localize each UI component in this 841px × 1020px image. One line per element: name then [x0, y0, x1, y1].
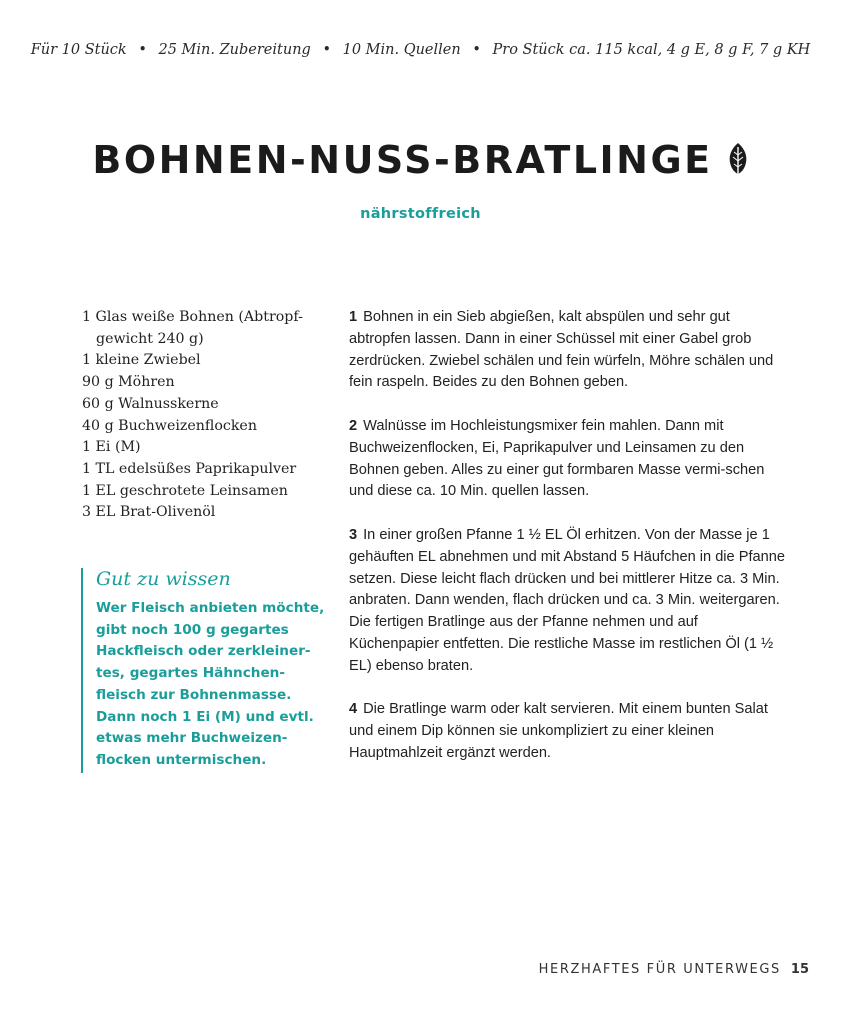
- meta-separator: •: [138, 42, 147, 58]
- ingredient-item: 90 g Möhren: [82, 374, 175, 391]
- step-number: 1: [349, 309, 358, 325]
- ingredient-item: 60 g Walnusskerne: [82, 395, 219, 412]
- ingredient-item: 1 kleine Zwiebel: [82, 352, 201, 369]
- ingredient-item: 1 TL edelsüßes Paprikapulver: [82, 460, 297, 477]
- step-number: 3: [349, 526, 358, 543]
- ingredient-item: 1 Ei (M): [82, 439, 141, 456]
- step-4: [349, 699, 789, 764]
- tip-text: Wer Fleisch anbieten möchte, gibt noch 100 g gegartes Hackfleisch oder zerkleiner- tes, gegartes Hähnchen- fleisch zur Bohnenmasse. Dann noch 1 Ei (M) und evtl. etwas mehr Buchweizen- flocken untermischen.: [96, 600, 325, 768]
- page-number: 15: [790, 962, 809, 977]
- step-number: 2: [349, 417, 358, 434]
- ingredient-item: 40 g Buchweizenflocken: [82, 417, 257, 434]
- meta-separator: •: [322, 42, 331, 58]
- ingredient-list: [82, 307, 322, 524]
- recipe-title: BOHNEN-NUSS-BRATLINGE: [92, 138, 713, 182]
- step-text: Walnüsse im Hochleistungsmixer fein mahlen. Dann mit Buchweizenflocken, Ei, Paprikapulver und Leinsamen zu den Bohnen geben. Alles zu einer gut formbaren Masse vermi-schen und diese ca. 10 Min. quellen lassen.: [349, 417, 765, 500]
- meta-nutrition: Pro Stück ca. 115 kcal, 4 g E, 8 g F, 7 g KH: [492, 42, 811, 58]
- step-text: In einer großen Pfanne 1 ½ EL Öl erhitzen. Von der Masse je 1 gehäuften EL abnehmen und mit Abstand 5 Häufchen in die Pfanne setzen. Diese leicht flach drücken und bei mittlerer Hitze ca. 3 Min. anbraten. Dann wenden, flach drücken und ca. 3 Min. weitergaren. Die fertigen Bratlinge aus der Pfanne nehmen und auf Küchenpapier entfetten. Die restliche Masse im restlichen Öl (1 ½ EL) ebenso braten.: [349, 526, 785, 674]
- step-3: [349, 525, 789, 678]
- recipe-meta: [0, 42, 841, 58]
- instruction-steps: [349, 307, 789, 787]
- ingredient-item: 1 Glas weiße Bohnen (Abtropf-gewicht 240 g): [82, 309, 303, 347]
- step-2: [349, 416, 789, 503]
- meta-separator: •: [472, 42, 481, 58]
- step-text: Bohnen in ein Sieb abgießen, kalt abspülen und sehr gut abtropfen lassen. Dann in einer Schüssel mit einer Gabel grob zerdrücken. Zwiebel schälen und fein würfeln, Möhre schälen und fein raspeln. Beides zu den Bohnen geben.: [349, 309, 774, 391]
- step-number: 4: [349, 701, 358, 718]
- meta-prep-time: 25 Min. Zubereitung: [158, 42, 311, 58]
- title-row: [0, 138, 841, 182]
- tip-box: [81, 568, 328, 773]
- ingredient-item: 1 EL geschrotete Leinsamen: [82, 482, 288, 499]
- recipe-subtitle: nährstoffreich: [360, 206, 481, 222]
- page-footer: [539, 962, 809, 977]
- section-name: HERZHAFTES FÜR UNTERWEGS: [538, 962, 781, 977]
- step-text: Die Bratlinge warm oder kalt servieren. Mit einem bunten Salat und einem Dip können sie unkompliziert zu einer kleinen Hauptmahlzeit ergänzt werden.: [349, 701, 768, 761]
- leaf-icon: [727, 142, 749, 178]
- meta-soak-time: 10 Min. Quellen: [342, 42, 461, 58]
- step-1: [349, 307, 789, 394]
- ingredient-item: 3 EL Brat-Olivenöl: [82, 504, 216, 521]
- meta-yield: Für 10 Stück: [30, 42, 127, 58]
- tip-title: Gut zu wissen: [96, 568, 231, 590]
